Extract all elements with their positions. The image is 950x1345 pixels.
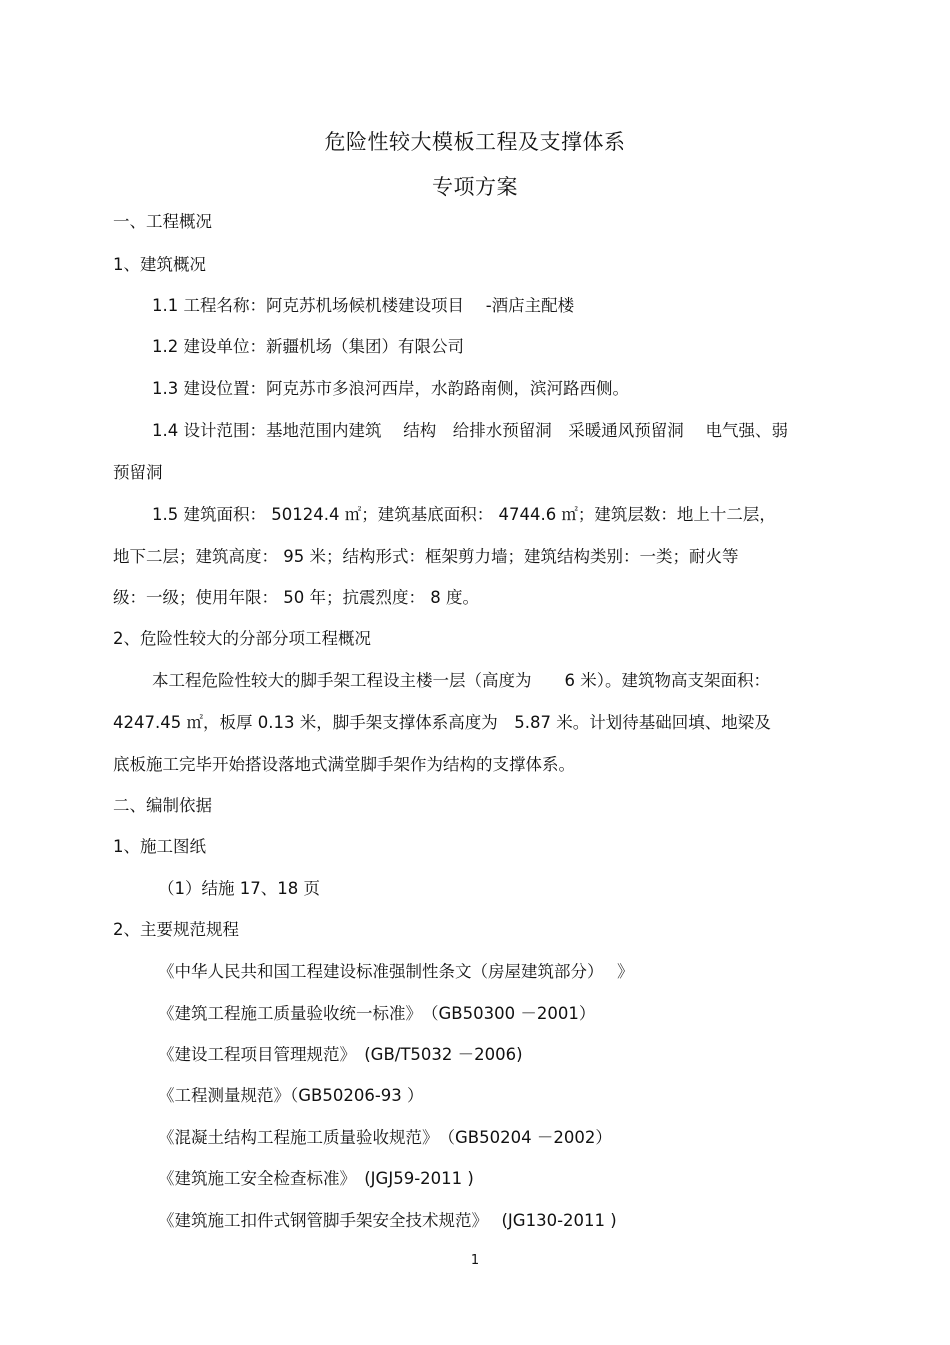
project-name-line: 1.1 工程名称：阿克苏机场候机楼建设项目 -酒店主配楼 [152, 296, 575, 315]
standard-item: 《建筑工程施工质量验收统一标准》 （GB50300 －2001） [158, 1004, 596, 1023]
document-subtitle: 专项方案 [432, 175, 518, 199]
section-heading-basis: 二、编制依据 [113, 796, 212, 815]
works-description-continued: 4247.45 ㎡，板厚 0.13 米，脚手架支撑体系高度为 5.87 米。计划待基础回填、地梁及 [113, 713, 771, 732]
subsection-drawings: 1、施工图纸 [113, 837, 206, 856]
drawing-item: （1）结施 17、18 页 [158, 879, 320, 898]
design-scope-continued: 预留洞 [113, 463, 163, 482]
standard-item: 《工程测量规范》（GB50206-93 ） [158, 1086, 424, 1105]
standard-item: 《建筑施工安全检查标准》 (JGJ59-2011 ) [158, 1169, 474, 1188]
design-scope-line: 1.4 设计范围：基地范围内建筑 结构 给排水预留洞 采暖通风预留洞 电气强、弱 [152, 421, 788, 440]
location-line: 1.3 建设位置：阿克苏市多浪河西岸，水韵路南侧，滨河路西侧。 [152, 379, 629, 398]
area-line-end: 级：一级；使用年限： 50 年；抗震烈度： 8 度。 [113, 588, 479, 607]
works-description-line: 本工程危险性较大的脚手架工程设主楼一层（高度为 6 米）。建筑物高支架面积： [152, 671, 770, 690]
document-title: 危险性较大模板工程及支撑体系 [324, 130, 626, 154]
subsection-dangerous-works: 2、危险性较大的分部分项工程概况 [113, 629, 371, 648]
page-number: 1 [470, 1253, 480, 1268]
standard-item: 《混凝土结构工程施工质量验收规范》 （GB50204 －2002） [158, 1128, 612, 1147]
section-heading-overview: 一、工程概况 [113, 212, 212, 231]
standard-item: 《建筑施工扣件式钢管脚手架安全技术规范》 (JG130-2011 ) [158, 1211, 617, 1230]
works-description-end: 底板施工完毕开始搭设落地式满堂脚手架作为结构的支撑体系。 [113, 755, 575, 774]
area-line: 1.5 建筑面积： 50124.4 ㎡；建筑基底面积： 4744.6 ㎡；建筑层数：地上十二层， [152, 505, 776, 524]
subsection-building-overview: 1、建筑概况 [113, 255, 206, 274]
area-line-continued: 地下二层；建筑高度： 95 米；结构形式：框架剪力墙；建筑结构类别：一类；耐火等 [113, 547, 739, 566]
subsection-standards: 2、主要规范规程 [113, 920, 239, 939]
standard-item: 《中华人民共和国工程建设标准强制性条文（房屋建筑部分） 》 [158, 962, 634, 981]
client-line: 1.2 建设单位：新疆机场（集团）有限公司 [152, 337, 464, 356]
standard-item: 《建设工程项目管理规范》 (GB/T5032 －2006) [158, 1045, 523, 1064]
